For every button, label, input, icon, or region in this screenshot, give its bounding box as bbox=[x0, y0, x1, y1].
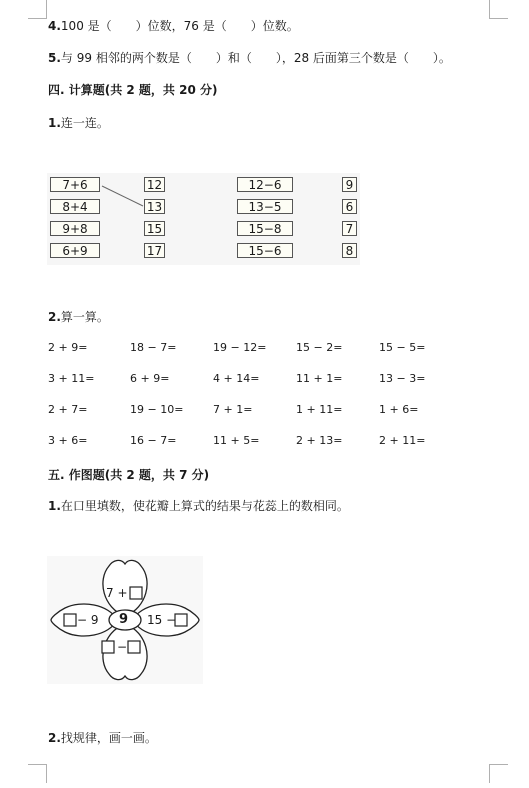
question-number: 1. bbox=[48, 116, 61, 130]
answer-box-bottom-2 bbox=[128, 641, 140, 653]
expression-box: 6+9 bbox=[50, 243, 100, 258]
calc-item: 2 + 7= bbox=[48, 403, 88, 416]
calc-item: 4 + 14= bbox=[213, 372, 260, 385]
question-number: 4. bbox=[48, 19, 61, 33]
expression-box: 8+4 bbox=[50, 199, 100, 214]
question-text: 与 99 相邻的两个数是（ ）和（ ），28 后面第三个数是（ ）。 bbox=[60, 51, 451, 65]
answer-box-top bbox=[130, 587, 142, 599]
number-box: 6 bbox=[342, 199, 357, 214]
corner-mark-top-right bbox=[489, 0, 508, 19]
question-number: 5. bbox=[48, 51, 61, 65]
calc-item: 16 − 7= bbox=[130, 434, 177, 447]
calc-item: 2 + 11= bbox=[379, 434, 426, 447]
question-number: 2. bbox=[48, 731, 61, 745]
corner-mark-top-left bbox=[28, 0, 47, 19]
question-text: 连一连。 bbox=[60, 116, 109, 130]
section-heading-4: 四. 计算题(共 2 题，共 20 分) bbox=[48, 83, 218, 97]
corner-mark-bottom-left bbox=[28, 764, 47, 783]
calc-item: 15 − 5= bbox=[379, 341, 426, 354]
question-4 bbox=[48, 17, 299, 34]
expression-box: 15−6 bbox=[237, 243, 293, 258]
petal-left-text: − 9 bbox=[77, 613, 99, 627]
question-text: 在口里填数，使花瓣上算式的结果与花蕊上的数相同。 bbox=[60, 499, 349, 513]
calc-item: 3 + 6= bbox=[48, 434, 88, 447]
question-text: 100 是（ ）位数，76 是（ ）位数。 bbox=[60, 19, 299, 33]
calc-item: 1 + 6= bbox=[379, 403, 419, 416]
petal-bottom-text: − bbox=[117, 640, 128, 654]
expression-box: 15−8 bbox=[237, 221, 293, 236]
question-text: 找规律，画一画。 bbox=[60, 731, 157, 745]
number-box: 15 bbox=[144, 221, 165, 236]
calc-item: 19 − 12= bbox=[213, 341, 267, 354]
question-5 bbox=[48, 49, 451, 66]
number-box: 13 bbox=[144, 199, 165, 214]
answer-box-left bbox=[64, 614, 76, 626]
calc-item: 3 + 11= bbox=[48, 372, 95, 385]
corner-mark-bottom-right bbox=[489, 764, 508, 783]
section-heading-5: 五. 作图题(共 2 题，共 7 分) bbox=[48, 468, 210, 482]
expression-box: 13−5 bbox=[237, 199, 293, 214]
calc-item: 11 + 1= bbox=[296, 372, 343, 385]
flower-center-number: 9 bbox=[119, 612, 129, 627]
calc-item: 2 + 9= bbox=[48, 341, 88, 354]
number-box: 12 bbox=[144, 177, 165, 192]
petal-top-text: 7 + bbox=[106, 586, 128, 600]
answer-box-right bbox=[175, 614, 187, 626]
calc-item: 18 − 7= bbox=[130, 341, 177, 354]
calc-item: 15 − 2= bbox=[296, 341, 343, 354]
expression-box: 12−6 bbox=[237, 177, 293, 192]
calc-item: 2 + 13= bbox=[296, 434, 343, 447]
flower-figure bbox=[47, 556, 203, 684]
question-number: 1. bbox=[48, 499, 61, 513]
expression-box: 7+6 bbox=[50, 177, 100, 192]
petal-right-text: 15 − bbox=[147, 613, 177, 627]
calc-item: 13 − 3= bbox=[379, 372, 426, 385]
expression-box: 9+8 bbox=[50, 221, 100, 236]
section4-question-2 bbox=[48, 308, 109, 325]
section4-question-1 bbox=[48, 114, 109, 131]
calc-item: 1 + 11= bbox=[296, 403, 343, 416]
calc-item: 11 + 5= bbox=[213, 434, 260, 447]
question-text: 算一算。 bbox=[60, 310, 109, 324]
number-box: 9 bbox=[342, 177, 357, 192]
answer-box-bottom-1 bbox=[102, 641, 114, 653]
section5-question-1 bbox=[48, 497, 349, 514]
number-box: 17 bbox=[144, 243, 165, 258]
matching-figure bbox=[47, 173, 360, 265]
calc-item: 7 + 1= bbox=[213, 403, 253, 416]
calc-item: 6 + 9= bbox=[130, 372, 170, 385]
section5-question-2 bbox=[48, 729, 157, 746]
question-number: 2. bbox=[48, 310, 61, 324]
number-box: 7 bbox=[342, 221, 357, 236]
number-box: 8 bbox=[342, 243, 357, 258]
calc-item: 19 − 10= bbox=[130, 403, 184, 416]
